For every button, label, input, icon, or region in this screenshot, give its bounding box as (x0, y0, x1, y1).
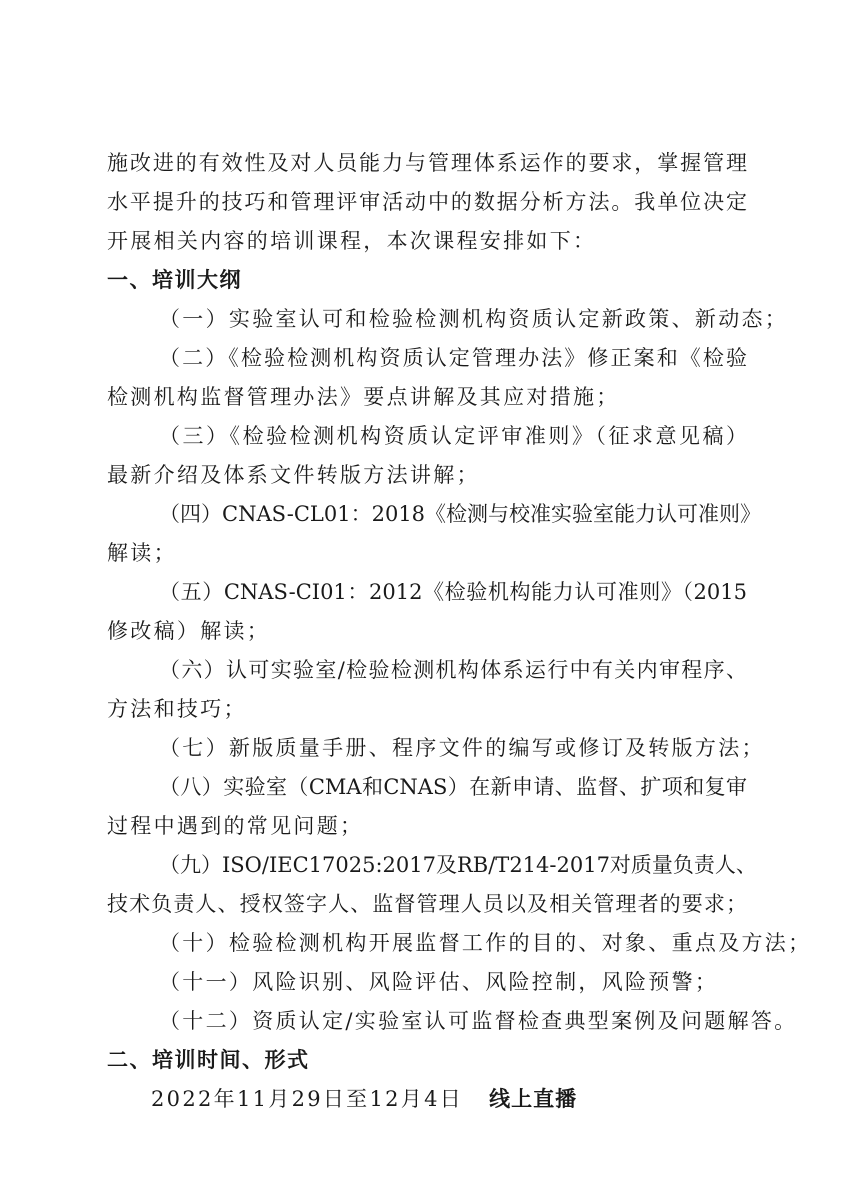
section-heading-syllabus: 一、培训大纲 (107, 268, 242, 292)
syllabus-item-2-cont: 检测机构监督管理办法》要点讲解及其应对措施； (107, 385, 620, 409)
syllabus-item-9: （九）ISO/IEC17025:2017及RB/T214-2017对质量负责人、 (159, 853, 757, 877)
syllabus-item-4-cont: 解读； (107, 541, 177, 565)
syllabus-item-10: （十）检验检测机构开展监督工作的目的、对象、重点及方法； (159, 931, 812, 955)
syllabus-item-3: （三）《检验检测机构资质认定评审准则》（征求意见稿） (159, 424, 747, 448)
syllabus-item-5: （五）CNAS-CI01：2012《检验机构能力认可准则》（2015 (159, 580, 747, 604)
syllabus-item-8: （八）实验室（CMA和CNAS）在新申请、监督、扩项和复审 (159, 775, 747, 799)
syllabus-item-3-cont: 最新介绍及体系文件转版方法讲解； (107, 463, 480, 487)
syllabus-item-6: （六）认可实验室/检验检测机构体系运行中有关内审程序、 (159, 658, 747, 682)
section-heading-time-format: 二、培训时间、形式 (107, 1048, 310, 1072)
syllabus-item-11: （十一）风险识别、风险评估、风险控制，风险预警； (159, 970, 719, 994)
intro-line-3: 开展相关内容的培训课程，本次课程安排如下： (107, 229, 597, 253)
training-date: 2022年11月29日至12月4日 (151, 1087, 464, 1111)
syllabus-item-8-cont: 过程中遇到的常见问题； (107, 814, 364, 838)
intro-line-1: 施改进的有效性及对人员能力与管理体系运作的要求，掌握管理 (107, 151, 747, 175)
syllabus-item-12: （十二）资质认定/实验室认可监督检查典型案例及问题解答。 (159, 1009, 798, 1033)
syllabus-item-9-cont: 技术负责人、授权签字人、监督管理人员以及相关管理者的要求； (107, 892, 747, 916)
syllabus-item-2: （二）《检验检测机构资质认定管理办法》修正案和《检验 (159, 346, 747, 370)
syllabus-item-6-cont: 方法和技巧； (107, 697, 247, 721)
syllabus-item-7: （七）新版质量手册、程序文件的编写或修订及转版方法； (159, 736, 765, 760)
syllabus-item-5-cont: 修改稿）解读； (107, 619, 271, 643)
training-mode: 线上直播 (489, 1087, 578, 1111)
intro-line-2: 水平提升的技巧和管理评审活动中的数据分析方法。我单位决定 (107, 190, 747, 214)
syllabus-item-4: （四）CNAS-CL01：2018《检测与校准实验室能力认可准则》 (159, 502, 762, 526)
syllabus-item-1: （一）实验室认可和检验检测机构资质认定新政策、新动态； (159, 307, 789, 331)
training-schedule (151, 1084, 739, 1114)
